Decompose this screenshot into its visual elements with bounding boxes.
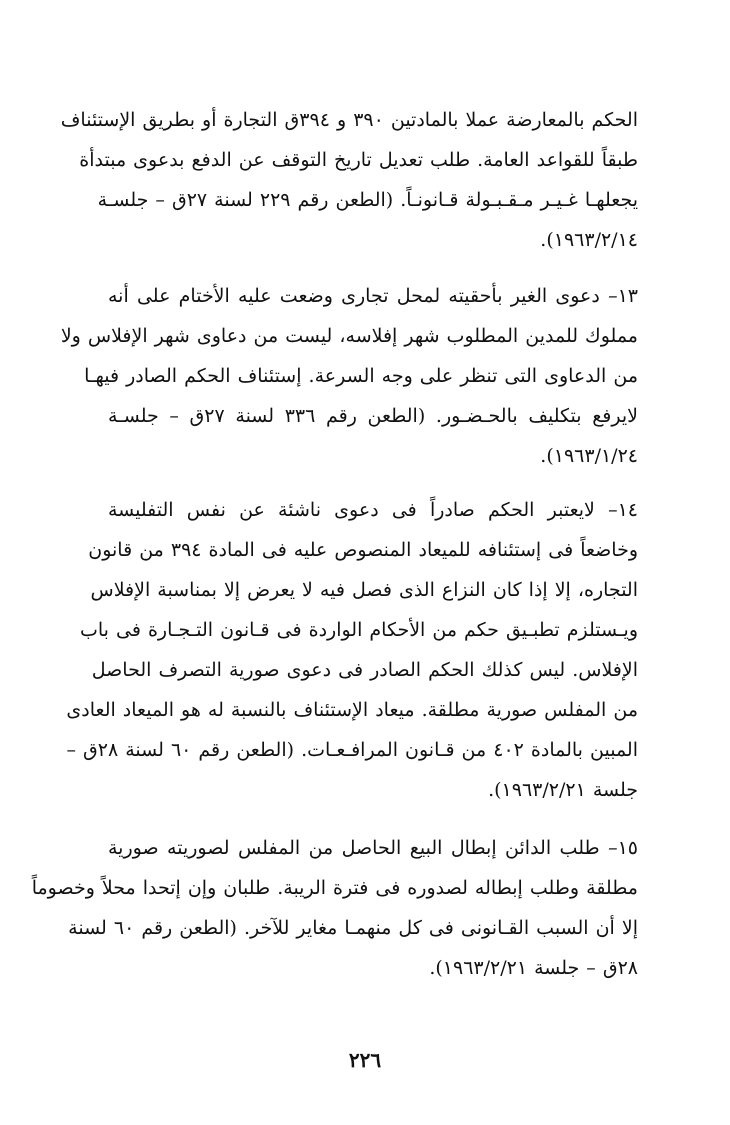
text-line: التجاره، إلا إذا كان النزاع الذى فصل فيه لا يعرض إلا بمناسبة الإفلاس [90, 579, 638, 601]
text-line: طبقاً للقواعد العامة. طلب تعديل تاريخ التوقف عن الدفع بدعوى مبتدأة [79, 149, 638, 171]
text-line: الإفلاس. ليس كذلك الحكم الصادر فى دعوى صورية التصرف الحاصل [91, 659, 638, 681]
text-line: ١٩٦٣/١/٢٤). [540, 445, 638, 467]
text-line: ١٩٦٣/٢/١٤). [540, 229, 638, 251]
text-line: المبين بالمادة ٤٠٢ من قـانون المرافـعـات. (الطعن رقم ٦٠ لسنة ٢٨ق – [66, 739, 638, 761]
paragraph-13 [60, 276, 638, 476]
text-line: إلا أن السبب القـانونى فى كل منهمـا مغاير للآخر. (الطعن رقم ٦٠ لسنة [68, 917, 638, 939]
text-line: ١٣– دعوى الغير بأحقيته لمحل تجارى وضعت عليه الأختام على أنه [108, 285, 638, 307]
text-line: لايرفع بتكليف بالحـضـور. (الطعن رقم ٣٣٦ لسنة ٢٧ق – جلسـة [108, 405, 638, 427]
text-line: مملوك للمدين المطلوب شهر إفلاسه، ليست من دعاوى شهر الإفلاس ولا [60, 325, 638, 347]
text-line: من المفلس صورية مطلقة. ميعاد الإستئناف بالنسبة له هو الميعاد العادى [66, 699, 638, 721]
paragraph-continuation [60, 100, 638, 260]
text-line: جلسة ١٩٦٣/٢/٢١). [488, 779, 638, 801]
text-line: ٢٨ق – جلسة ١٩٦٣/٢/٢١). [429, 957, 638, 979]
paragraph-14 [66, 490, 638, 810]
page-number: ٢٢٦ [348, 1048, 382, 1072]
text-line: ١٤– لايعتبر الحكم صادراً فى دعوى ناشئة عن نفس التفليسة [108, 499, 638, 521]
text-line: ١٥– طلب الدائن إبطال البيع الحاصل من المفلس لصوريته صورية [108, 837, 638, 859]
text-line: مطلقة وطلب إبطاله لصدوره فى فترة الريبة. طلبان وإن إتحدا محلاً وخصوماً [31, 877, 638, 899]
text-line: وخاضعاً فى إستئنافه للميعاد المنصوص عليه فى المادة ٣٩٤ من قانون [88, 539, 638, 561]
text-line: يجعلهـا غـيـر مـقـبـولة قـانونـاً. (الطعن رقم ٢٢٩ لسنة ٢٧ق – جلسـة [97, 189, 638, 211]
text-line: الحكم بالمعارضة عملا بالمادتين ٣٩٠ و ٣٩٤ق التجارة أو بطريق الإستئناف [60, 109, 638, 131]
text-line: من الدعاوى التى تنظر على وجه السرعة. إستئناف الحكم الصادر فيهـا [84, 365, 638, 387]
paragraph-15 [31, 828, 638, 988]
text-line: ويـستلزم تطبـيق حكم من الأحكام الواردة فى قـانون التـجـارة فى باب [80, 619, 638, 641]
